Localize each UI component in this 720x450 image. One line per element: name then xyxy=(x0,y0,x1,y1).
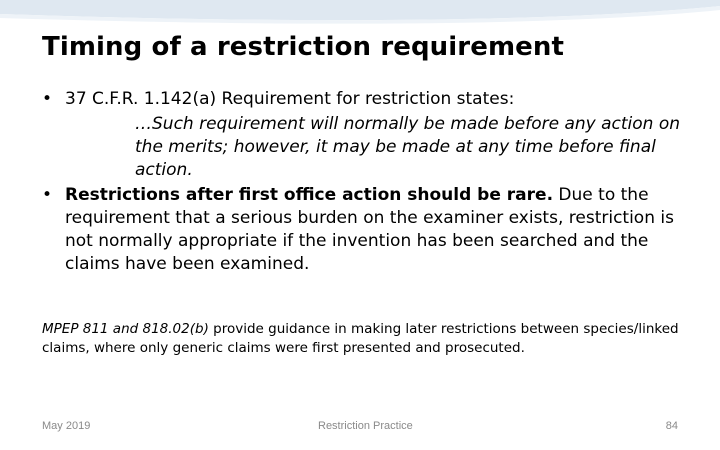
slide-title: Timing of a restriction requirement xyxy=(42,32,565,62)
bullet-text-restrictions: Due to the requirement that a serious burden on the examiner exists, restriction is not normally appropriate if the invention has been searched and the claims have been examined. xyxy=(65,185,674,274)
decorative-top-band xyxy=(0,0,720,28)
bullet-dot: • xyxy=(42,185,53,205)
bullet-item-cfr xyxy=(42,88,682,111)
footer-date: May 2019 xyxy=(42,420,91,432)
footer-page-number: 84 xyxy=(665,420,678,432)
bullet-list xyxy=(42,88,682,276)
bullet-item-restrictions xyxy=(42,184,682,276)
mpep-citation: MPEP 811 and 818.02(b) xyxy=(42,321,209,337)
bullet-dot: • xyxy=(42,89,53,109)
footer-title: Restriction Practice xyxy=(318,420,413,432)
bullet-bold-lead: Restrictions after first office action should be rare. xyxy=(65,185,554,205)
cfr-quote: …Such requirement will normally be made before any action on the merits; however, it may be made at any time before final action. xyxy=(135,114,681,180)
mpep-note-text: provide guidance in making later restrictions between species/linked claims, where only generic claims were first presented and prosecuted. xyxy=(42,321,679,356)
mpep-note xyxy=(42,320,682,358)
bullet-text-cfr: 37 C.F.R. 1.142(a) Requirement for restriction states: xyxy=(65,89,515,109)
